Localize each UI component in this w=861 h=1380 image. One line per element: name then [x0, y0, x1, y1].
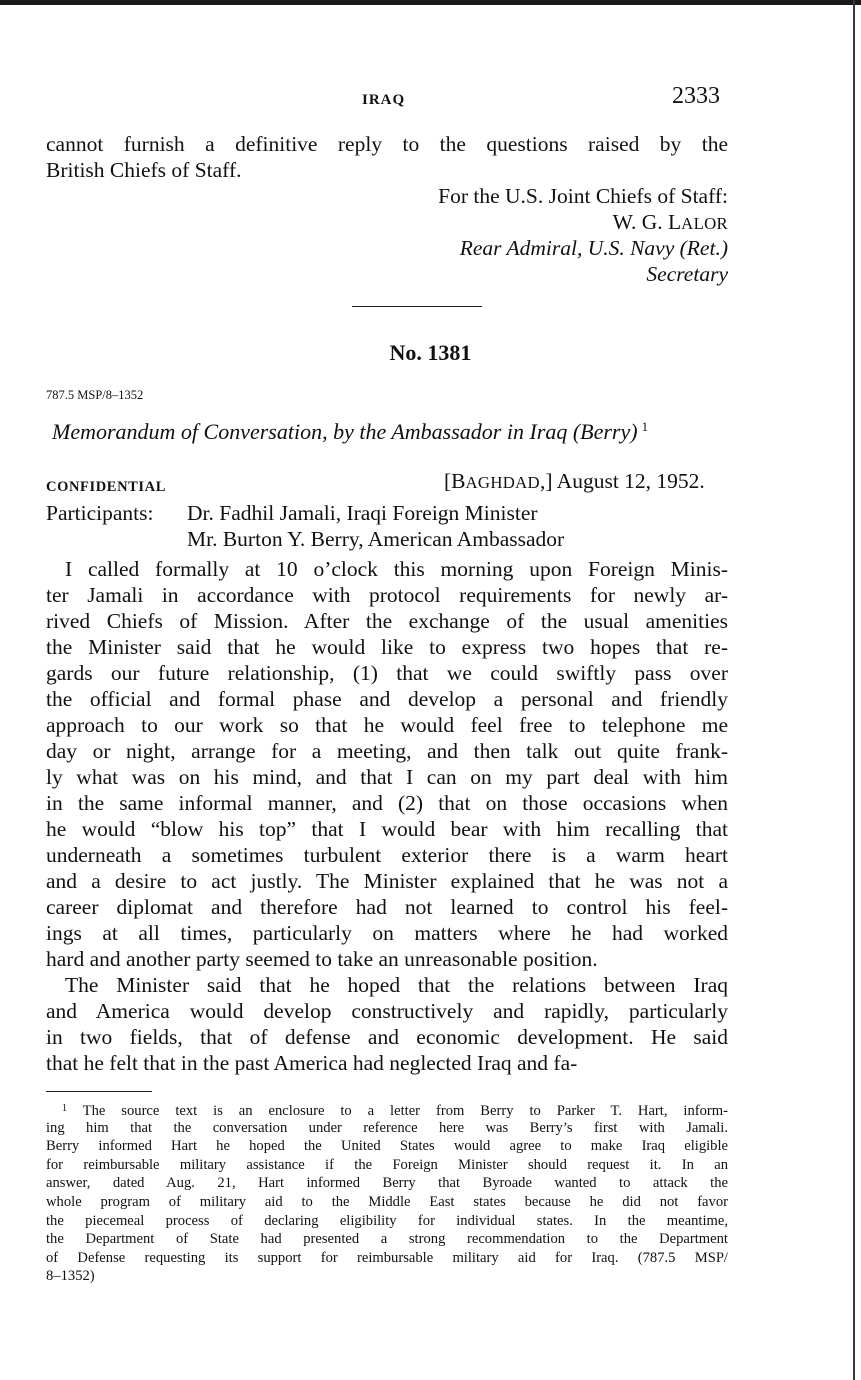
- opening-line: British Chiefs of Staff.: [46, 158, 242, 182]
- dateline-open: [B: [444, 469, 466, 493]
- body-line: The Minister said that he hoped that the relations between Iraq: [65, 973, 728, 997]
- body-line: underneath a sometimes turbulent exterior there is a warm heart: [46, 843, 728, 867]
- footnote-line: answer, dated Aug. 21, Hart informed Berry that Byroade wanted to attack the: [46, 1175, 728, 1192]
- participant-2: Mr. Burton Y. Berry, American Ambassador: [187, 527, 565, 551]
- body-line: in the same informal manner, and (2) that on those occasions when: [46, 791, 728, 815]
- scan-top-edge: [0, 0, 861, 5]
- footnote-line: Berry informed Hart he hoped the United States would agree to make Iraq eligible: [46, 1138, 728, 1155]
- body-line: he would “blow his top” that I would bear with him recalling that: [46, 817, 728, 841]
- body-line: approach to our work so that he would feel free to telephone me: [46, 713, 728, 737]
- body-line: career diplomat and therefore had not learned to control his feel-: [46, 895, 728, 919]
- memo-footnote-marker: 1: [641, 419, 649, 434]
- section-divider: [352, 306, 482, 307]
- running-head: IRAQ: [362, 92, 406, 108]
- footnote-line: for reimbursable military assistance if the Foreign Minister should request it. In an: [46, 1156, 728, 1173]
- footnote-line: 8–1352): [46, 1268, 95, 1285]
- footnote-line: whole program of military aid to the Middle East states because he did not favor: [46, 1194, 728, 1210]
- body-line: and a desire to act justly. The Minister explained that he was not a: [46, 869, 728, 893]
- signature-name-rest: ALOR: [681, 214, 728, 233]
- opening-line: cannot furnish a definitive reply to the questions raised by the: [46, 132, 728, 156]
- scan-right-edge: [853, 0, 855, 1380]
- footnote-line: the piecemeal process of declaring eligibility for individual states. In the meantime,: [46, 1212, 728, 1229]
- footnote-line: [62, 1100, 728, 1121]
- footnote-line-text: The source text is an enclosure to a letter from Berry to Parker T. Hart, inform-: [82, 1103, 728, 1119]
- footnote-divider: [46, 1091, 152, 1092]
- page-number: 2333: [672, 83, 720, 109]
- body-line: ly what was on his mind, and that I can on my part deal with him: [46, 765, 728, 789]
- body-line: gards our future relationship, (1) that we could swiftly pass over: [46, 661, 728, 685]
- body-line: the Minister said that he would like to express two hopes that re-: [46, 635, 728, 659]
- body-line: day or night, arrange for a meeting, and then talk out quite frank-: [46, 739, 728, 763]
- footnote-marker: 1: [62, 1103, 67, 1114]
- signature-role: Secretary: [646, 262, 728, 286]
- signature-line-1: For the U.S. Joint Chiefs of Staff:: [438, 184, 728, 208]
- body-line: ings at all times, particularly on matters where he had worked: [46, 921, 728, 945]
- signature-title: Rear Admiral, U.S. Navy (Ret.): [459, 236, 728, 260]
- memo-title: [52, 419, 648, 445]
- memo-title-text: Memorandum of Conversation, by the Ambassador in Iraq (Berry): [52, 419, 638, 444]
- body-line: rived Chiefs of Mission. After the exchange of the usual amenities: [46, 609, 728, 633]
- footnote-line: the Department of State had presented a strong recommendation to the Department: [46, 1231, 728, 1248]
- participants-label: Participants:: [46, 501, 154, 525]
- body-line: that he felt that in the past America had neglected Iraq and fa-: [46, 1051, 578, 1075]
- body-line: ter Jamali in accordance with protocol requirements for newly ar-: [46, 583, 728, 607]
- dateline-date: ,] August 12, 1952.: [539, 469, 705, 493]
- dateline-place: AGHDAD: [465, 473, 540, 492]
- participant-1: Dr. Fadhil Jamali, Iraqi Foreign Minister: [187, 501, 538, 525]
- body-line: hard and another party seemed to take an unreasonable position.: [46, 947, 598, 971]
- footnote-line: of Defense requesting its support for reimbursable military aid for Iraq. (787.5 MSP/: [46, 1249, 728, 1266]
- dateline: [444, 469, 705, 494]
- classification: CONFIDENTIAL: [46, 479, 166, 495]
- file-reference: 787.5 MSP/8–1352: [46, 388, 144, 402]
- body-line: I called formally at 10 o’clock this morning upon Foreign Minis-: [65, 557, 728, 581]
- document-number: No. 1381: [389, 340, 472, 365]
- signature-name: [46, 209, 728, 237]
- signature-name-initials: W. G. L: [612, 210, 682, 234]
- body-line: the official and formal phase and develop a personal and friendly: [46, 687, 728, 711]
- body-line: and America would develop constructively and rapidly, particularly: [46, 999, 728, 1023]
- body-line: in two fields, that of defense and economic development. He said: [46, 1025, 728, 1049]
- footnote-line: ing him that the conversation under reference here was Berry’s first with Jamali.: [46, 1119, 728, 1136]
